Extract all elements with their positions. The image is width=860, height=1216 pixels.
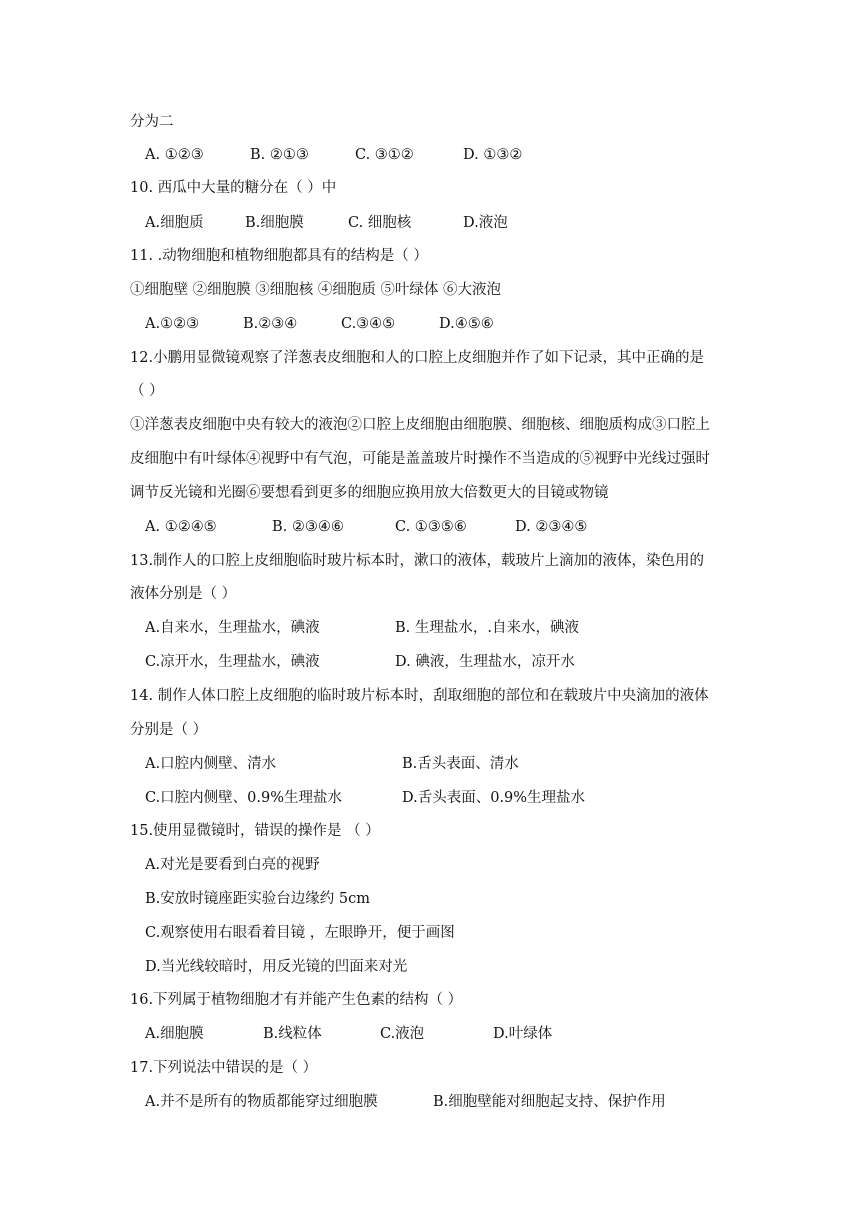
q10-option-b: B.细胞膜 <box>245 215 304 231</box>
q14-stem-line2: 分别是（ ） <box>130 722 208 738</box>
q16-option-b: B.线粒体 <box>263 1026 322 1042</box>
q16-stem: 16.下列属于植物细胞才有并能产生色素的结构（ ） <box>130 992 463 1008</box>
q12-body-line2: 皮细胞中有叶绿体④视野中有气泡，可能是盖盖玻片时操作不当造成的⑤视野中光线过强时 <box>130 451 710 467</box>
q11-option-b: B.②③④ <box>243 316 298 332</box>
q9-option-d: D. ①③② <box>463 147 523 163</box>
q12-option-d: D. ②③④⑤ <box>515 519 588 535</box>
q11-items: ①细胞壁 ②细胞膜 ③细胞核 ④细胞质 ⑤叶绿体 ⑥大液泡 <box>130 282 502 298</box>
q17-option-b: B.细胞壁能对细胞起支持、保护作用 <box>433 1094 666 1110</box>
q13-option-a: A.自来水，生理盐水，碘液 <box>145 620 320 636</box>
q9-option-b: B. ②①③ <box>250 147 309 163</box>
q12-stem-line2: （ ） <box>130 383 164 399</box>
q12-body-line1: ①洋葱表皮细胞中央有较大的液泡②口腔上皮细胞由细胞膜、细胞核、细胞质构成③口腔上 <box>130 417 710 433</box>
q12-option-a: A. ①②④⑤ <box>145 519 217 535</box>
q12-stem-line1: 12.小鹏用显微镜观察了洋葱表皮细胞和人的口腔上皮细胞并作了如下记录，其中正确的是 <box>130 350 705 366</box>
q12-option-c: C. ①③⑤⑥ <box>395 519 467 535</box>
q9-option-a: A. ①②③ <box>145 147 204 163</box>
q16-option-d: D.叶绿体 <box>493 1026 553 1042</box>
q14-option-b: B.舌头表面、清水 <box>402 756 519 772</box>
q13-option-d: D. 碘液，生理盐水，凉开水 <box>395 654 575 670</box>
q10-option-c: C. 细胞核 <box>348 215 412 231</box>
q15-option-c: C.观察使用右眼看着目镜 ，左眼睁开，便于画图 <box>145 925 455 941</box>
q13-option-b: B. 生理盐水，.自来水，碘液 <box>395 620 579 636</box>
q10-option-d: D.液泡 <box>463 215 508 231</box>
q15-option-a: A.对光是要看到白亮的视野 <box>145 857 320 873</box>
q17-stem: 17.下列说法中错误的是（ ） <box>130 1060 318 1076</box>
q16-option-c: C.液泡 <box>380 1026 425 1042</box>
q13-stem-line2: 液体分别是（ ） <box>130 586 237 602</box>
q16-option-a: A.细胞膜 <box>145 1026 204 1042</box>
q15-option-b: B.安放时镜座距实验台边缘约 5cm <box>145 891 370 907</box>
q13-stem-line1: 13.制作人的口腔上皮细胞临时玻片标本时，漱口的液体，载玻片上滴加的液体，染色用的 <box>130 553 705 569</box>
q15-stem: 15.使用显微镜时，错误的操作是 （ ） <box>130 823 380 839</box>
q9-option-c: C. ③①② <box>355 147 414 163</box>
q9-stem-tail: 分为二 <box>130 114 174 130</box>
q14-option-c: C.口腔内侧壁、0.9%生理盐水 <box>145 790 343 806</box>
q13-option-c: C.凉开水，生理盐水，碘液 <box>145 654 320 670</box>
q12-option-b: B. ②③④⑥ <box>272 519 344 535</box>
q14-stem-line1: 14. 制作人体口腔上皮细胞的临时玻片标本时，刮取细胞的部位和在载玻片中央滴加的液体 <box>130 688 709 704</box>
q11-stem: 11. .动物细胞和植物细胞都具有的结构是（ ） <box>130 248 428 264</box>
q14-option-a: A.口腔内侧壁、清水 <box>145 756 277 772</box>
q12-body-line3: 调节反光镜和光圈⑥要想看到更多的细胞应换用放大倍数更大的目镜或物镜 <box>130 485 609 501</box>
q11-option-a: A.①②③ <box>145 316 200 332</box>
q15-option-d: D.当光线较暗时，用反光镜的凹面来对光 <box>145 959 408 975</box>
q17-option-a: A.并不是所有的物质都能穿过细胞膜 <box>145 1094 378 1110</box>
q11-option-d: D.④⑤⑥ <box>439 316 494 332</box>
q11-option-c: C.③④⑤ <box>341 316 396 332</box>
q10-stem: 10. 西瓜中大量的糖分在（ ）中 <box>130 180 337 196</box>
q14-option-d: D.舌头表面、0.9%生理盐水 <box>402 790 586 806</box>
q10-option-a: A.细胞质 <box>145 215 204 231</box>
